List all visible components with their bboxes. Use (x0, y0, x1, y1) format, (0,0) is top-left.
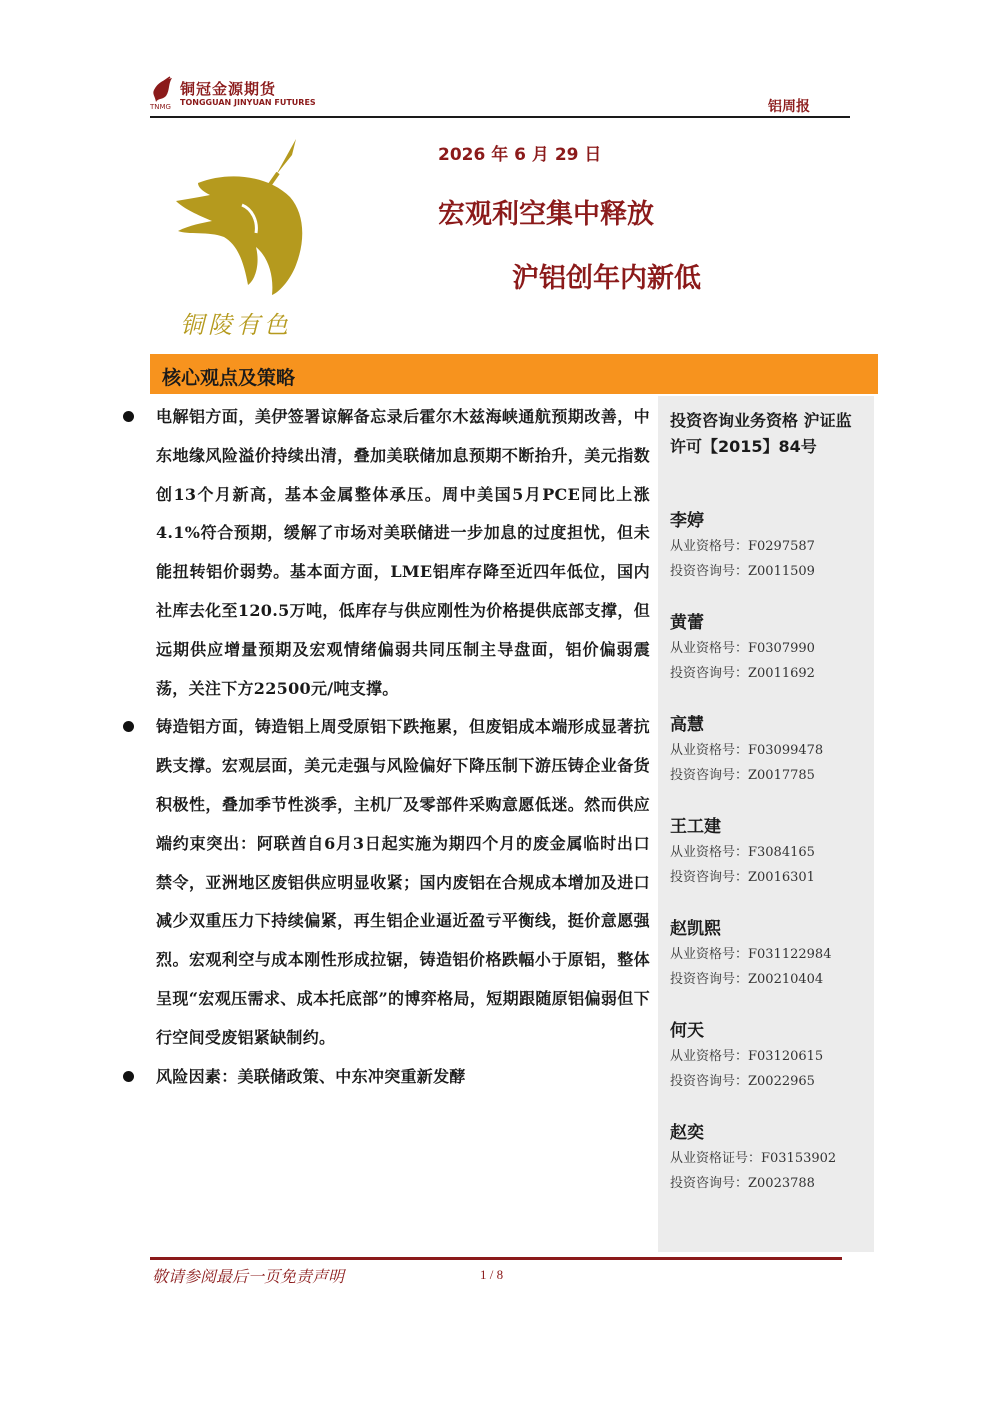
brand-abbr: TNMG (150, 103, 171, 111)
analyst-consult-id: 投资咨询号：Z0011509 (670, 564, 815, 579)
analyst-license: 从业资格号：F03120615 (670, 1049, 824, 1064)
bullet-item-casting (120, 708, 650, 1057)
bullet-item-risk (120, 1058, 650, 1097)
analyst-license: 从业资格号：F3084165 (670, 845, 815, 860)
brand-logo (150, 76, 330, 112)
analyst-card (670, 712, 870, 788)
analyst-license: 从业资格号：F031122984 (670, 947, 832, 962)
section-header-bar (150, 354, 878, 394)
report-title-line1: 宏观利空集中释放 (438, 199, 654, 230)
analyst-name: 王工建 (670, 817, 721, 837)
analyst-name: 何天 (670, 1021, 704, 1041)
analyst-consult-id: 投资咨询号：Z0011692 (670, 666, 815, 681)
header-divider (150, 116, 850, 118)
analyst-name: 李婷 (670, 511, 704, 531)
analyst-consult-id: 投资咨询号：Z00210404 (670, 972, 824, 987)
analyst-license: 从业资格号：F03099478 (670, 743, 824, 758)
analyst-card (670, 610, 870, 686)
analyst-license: 从业资格号：F0307990 (670, 641, 815, 656)
logo-calligraphy: 铜陵有色 (180, 311, 292, 339)
section-heading: 核心观点及策略 (162, 367, 296, 389)
qualification-text: 投资咨询业务资格 沪证监许可【2015】84号 (670, 411, 852, 456)
analyst-consult-id: 投资咨询号：Z0017785 (670, 768, 815, 783)
tongling-logo (168, 135, 318, 340)
analyst-license: 从业资格证号：F03153902 (670, 1151, 837, 1166)
page-number: 1 / 8 (480, 1267, 504, 1282)
analyst-card (670, 1018, 870, 1094)
brand-name-en: TONGGUAN JINYUAN FUTURES (180, 98, 316, 107)
report-title-line2: 沪铝创年内新低 (512, 263, 701, 294)
report-date: 2026 年 6 月 29 日 (438, 145, 602, 165)
bullet-text: 铸造铝方面，铸造铝上周受原铝下跌拖累，但废铝成本端形成显著抗跌支撑。宏观层面，美元走强与风险偏好下降压制下游压铸企业备货积极性，叠加季节性淡季，主机厂及零部件采购意愿低迷。然而供应端约束突出：阿联酋自6月3日起实施为期四个月的废金属临时出口禁令，亚洲地区废铝供应明显收紧；国内废铝在合规成本增加及进口减少双重压力下持续偏紧，再生铝企业逼近盈亏平衡线，挺价意愿强烈。宏观利空与成本刚性形成拉锯，铸造铝价格跌幅小于原铝，整体呈现“宏观压需求、成本托底部”的博弈格局，短期跟随原铝偏弱但下行空间受废铝紧缺制约。 (156, 717, 650, 1047)
bullet-dot-icon (123, 721, 134, 732)
analyst-sidebar (658, 396, 874, 1252)
analyst-name: 高慧 (670, 715, 704, 735)
analyst-name: 赵凯熙 (670, 919, 721, 939)
footer-divider (150, 1257, 842, 1260)
analyst-consult-id: 投资咨询号：Z0016301 (670, 870, 815, 885)
analyst-consult-id: 投资咨询号：Z0022965 (670, 1074, 815, 1089)
analyst-card (670, 1120, 870, 1196)
analyst-card (670, 814, 870, 890)
bullet-dot-icon (123, 411, 134, 422)
analyst-card (670, 916, 870, 992)
disclaimer-note: 敬请参阅最后一页免责声明 (152, 1267, 345, 1286)
analyst-license: 从业资格号：F0297587 (670, 539, 815, 554)
bullet-text: 电解铝方面，美伊签署谅解备忘录后霍尔木兹海峡通航预期改善，中东地缘风险溢价持续出清，叠加美联储加息预期不断抬升，美元指数创13个月新高，基本金属整体承压。周中美国5月PCE同比上涨4.1%符合预期，缓解了市场对美联储进一步加息的过度担忧，但未能扭转铝价弱势。基本面方面，LME铝库存降至近四年低位，国内社库去化至120.5万吨，低库存与供应刚性为价格提供底部支撑，但远期供应增量预期及宏观情绪偏弱共同压制主导盘面，铝价偏弱震荡，关注下方22500元/吨支撑。 (156, 407, 650, 698)
analyst-card (670, 508, 870, 584)
brand-name-cn: 铜冠金源期货 (180, 80, 277, 98)
report-type: 铝周报 (768, 99, 810, 115)
bullet-dot-icon (123, 1071, 134, 1082)
analyst-consult-id: 投资咨询号：Z0023788 (670, 1176, 815, 1191)
analyst-name: 赵奕 (670, 1123, 704, 1143)
bullet-item-electrolytic (120, 398, 650, 708)
main-content (120, 398, 650, 1096)
bullet-text: 风险因素：美联储政策、中东冲突重新发酵 (156, 1066, 466, 1086)
analyst-name: 黄蕾 (670, 613, 704, 633)
